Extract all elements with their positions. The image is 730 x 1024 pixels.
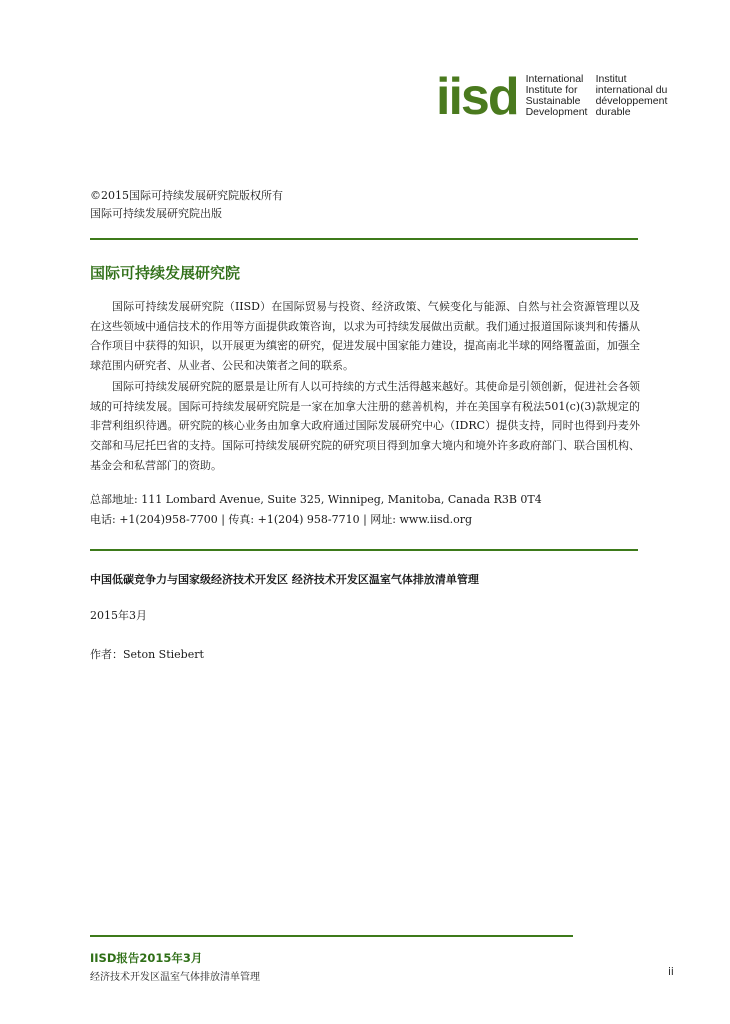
logo-english-name: International Institute for Sustainable Development [525, 73, 588, 118]
divider-middle [90, 549, 638, 551]
iisd-logo [436, 68, 675, 126]
footer-series: IISD报告2015年3月 [90, 951, 203, 965]
report-date: 2015年3月 [90, 609, 147, 622]
divider-top [90, 238, 638, 240]
iisd-logo-mark: iisd [436, 68, 518, 126]
divider-footer [90, 935, 573, 937]
page-number: ii [668, 966, 674, 978]
paragraph-intro: 国际可持续发展研究院（IISD）在国际贸易与投资、经济政策、气候变化与能源、自然与社会资源管理以及在这些领域中通信技术的作用等方面提供政策咨询，以求为可持续发展做出贡献。我们通过报道国际谈判和传播从合作项目中获得的知识，以开展更为缜密的研究，促进发展中国家能力建设，提高南北半球的网络覆盖面，加强全球范围内研究者、从业者、公民和决策者之间的联系。 [90, 300, 640, 373]
logo-french-name: Institut international du développement durable [595, 73, 668, 118]
address-line: 总部地址: 111 Lombard Avenue, Suite 325, Winnipeg, Manitoba, Canada R3B 0T4 [90, 493, 542, 506]
footer-subtitle: 经济技术开发区温室气体排放清单管理 [90, 972, 260, 983]
report-title: 中国低碳竞争力与国家级经济技术开发区 经济技术开发区温室气体排放清单管理 [90, 573, 479, 586]
copyright-line: ©2015国际可持续发展研究院版权所有 [90, 189, 283, 202]
publisher-line: 国际可持续发展研究院出版 [90, 207, 222, 220]
paragraph-vision: 国际可持续发展研究院的愿景是让所有人以可持续的方式生活得越来越好。其使命是引领创新，促进社会各领域的可持续发展。国际可持续发展研究院是一家在加拿大注册的慈善机构，并在美国享有税法501(c)(3)款规定的非营利组织待遇。研究院的核心业务由加拿大政府通过国际发展研究中心（IDRC）提供支持，同时也得到丹麦外交部和马尼托巴省的支持。国际可持续发展研究院的研究项目得到加拿大境内和境外许多政府部门、联合国机构、基金会和私营部门的资助。 [90, 380, 640, 472]
section-heading: 国际可持续发展研究院 [90, 264, 241, 282]
report-author: 作者：Seton Stiebert [90, 648, 204, 661]
contact-line: 电话: +1(204)958-7700 | 传真: +1(204) 958-7710 | 网址: www.iisd.org [90, 513, 473, 526]
